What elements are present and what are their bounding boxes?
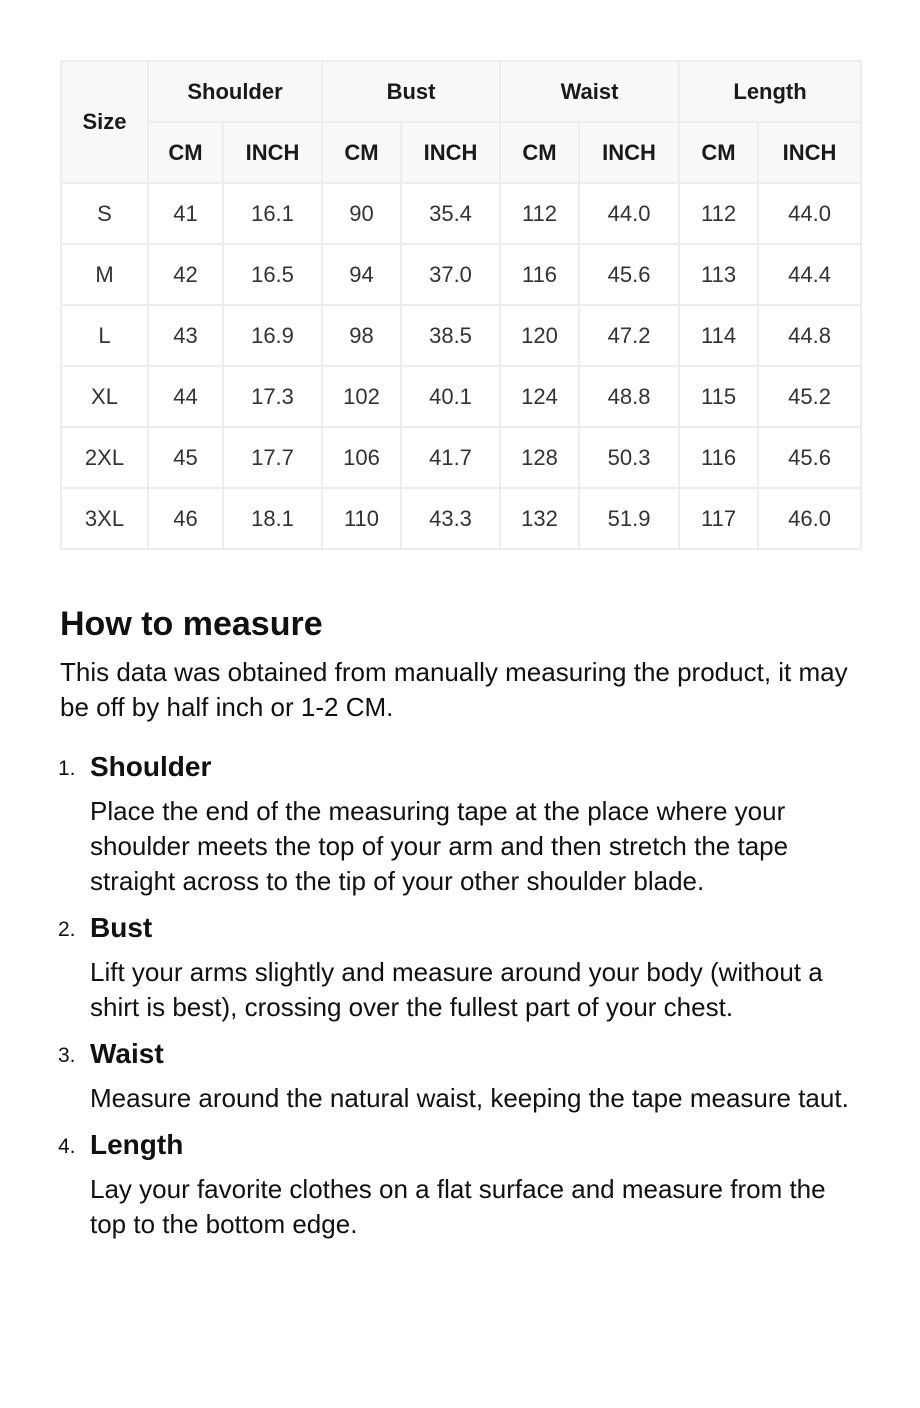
table-cell: 98 xyxy=(322,305,401,366)
table-cell: 90 xyxy=(322,183,401,244)
table-cell: 132 xyxy=(500,488,579,549)
unit-header: CM xyxy=(322,122,401,183)
table-cell: 120 xyxy=(500,305,579,366)
table-row xyxy=(61,488,861,549)
table-cell: 46.0 xyxy=(758,488,861,549)
size-cell: 3XL xyxy=(61,488,148,549)
table-cell: 106 xyxy=(322,427,401,488)
measure-steps-list xyxy=(60,748,860,1252)
unit-header: INCH xyxy=(579,122,679,183)
unit-header: INCH xyxy=(758,122,861,183)
size-cell: M xyxy=(61,244,148,305)
table-row xyxy=(61,183,861,244)
list-item xyxy=(60,909,860,1025)
table-cell: 115 xyxy=(679,366,758,427)
list-item xyxy=(60,748,860,899)
table-cell: 102 xyxy=(322,366,401,427)
size-cell: L xyxy=(61,305,148,366)
table-row xyxy=(61,244,861,305)
step-title: Bust xyxy=(90,912,153,943)
step-number: 3. xyxy=(58,1044,76,1067)
table-cell: 16.1 xyxy=(223,183,322,244)
measure-intro-text: This data was obtained from manually measuring the product, it may be off by half inch or 1-2 CM. xyxy=(60,657,848,722)
table-cell: 42 xyxy=(148,244,223,305)
step-description: Place the end of the measuring tape at the place where your shoulder meets the top of your arm and then stretch the tape straight across to the tip of your other shoulder blade. xyxy=(90,796,789,896)
shoulder-group-header: Shoulder xyxy=(148,61,322,122)
table-cell: 110 xyxy=(322,488,401,549)
table-row xyxy=(61,366,861,427)
size-cell: XL xyxy=(61,366,148,427)
table-cell: 45.6 xyxy=(758,427,861,488)
length-group-header: Length xyxy=(679,61,861,122)
table-cell: 43 xyxy=(148,305,223,366)
unit-header: CM xyxy=(679,122,758,183)
table-cell: 37.0 xyxy=(401,244,500,305)
table-cell: 38.5 xyxy=(401,305,500,366)
step-title: Waist xyxy=(90,1038,164,1069)
table-cell: 47.2 xyxy=(579,305,679,366)
table-cell: 40.1 xyxy=(401,366,500,427)
table-row xyxy=(61,305,861,366)
step-title: Shoulder xyxy=(90,751,212,782)
bust-group-header: Bust xyxy=(322,61,500,122)
table-cell: 45.6 xyxy=(579,244,679,305)
table-cell: 112 xyxy=(500,183,579,244)
table-cell: 17.7 xyxy=(223,427,322,488)
step-title: Length xyxy=(90,1129,184,1160)
table-cell: 113 xyxy=(679,244,758,305)
step-number: 1. xyxy=(58,757,76,780)
unit-header: INCH xyxy=(401,122,500,183)
table-cell: 50.3 xyxy=(579,427,679,488)
table-cell: 116 xyxy=(679,427,758,488)
table-cell: 114 xyxy=(679,305,758,366)
table-cell: 116 xyxy=(500,244,579,305)
table-cell: 18.1 xyxy=(223,488,322,549)
table-cell: 44.0 xyxy=(758,183,861,244)
how-to-measure-title: How to measure xyxy=(60,605,323,643)
step-number: 2. xyxy=(58,918,76,941)
size-cell: S xyxy=(61,183,148,244)
list-item xyxy=(60,1035,860,1116)
table-cell: 41 xyxy=(148,183,223,244)
table-cell: 124 xyxy=(500,366,579,427)
table-cell: 112 xyxy=(679,183,758,244)
unit-header-row xyxy=(61,122,861,183)
waist-group-header: Waist xyxy=(500,61,679,122)
step-description: Lay your favorite clothes on a flat surface and measure from the top to the bottom edge. xyxy=(90,1174,826,1239)
step-number: 4. xyxy=(58,1135,76,1158)
list-item xyxy=(60,1126,860,1242)
table-cell: 44.8 xyxy=(758,305,861,366)
unit-header: INCH xyxy=(223,122,322,183)
table-cell: 128 xyxy=(500,427,579,488)
table-cell: 46 xyxy=(148,488,223,549)
table-cell: 51.9 xyxy=(579,488,679,549)
table-cell: 17.3 xyxy=(223,366,322,427)
table-cell: 44.0 xyxy=(579,183,679,244)
table-cell: 43.3 xyxy=(401,488,500,549)
table-cell: 44.4 xyxy=(758,244,861,305)
table-cell: 16.9 xyxy=(223,305,322,366)
size-table xyxy=(60,60,862,550)
table-cell: 35.4 xyxy=(401,183,500,244)
table-row xyxy=(61,427,861,488)
unit-header: CM xyxy=(500,122,579,183)
table-cell: 94 xyxy=(322,244,401,305)
step-description: Measure around the natural waist, keeping the tape measure taut. xyxy=(90,1083,849,1113)
size-column-header: Size xyxy=(61,61,148,183)
group-header-row xyxy=(61,61,861,122)
unit-header: CM xyxy=(148,122,223,183)
size-cell: 2XL xyxy=(61,427,148,488)
step-description: Lift your arms slightly and measure around your body (without a shirt is best), crossing over the fullest part of your chest. xyxy=(90,957,823,1022)
table-cell: 117 xyxy=(679,488,758,549)
table-cell: 45 xyxy=(148,427,223,488)
table-cell: 48.8 xyxy=(579,366,679,427)
table-cell: 16.5 xyxy=(223,244,322,305)
table-cell: 45.2 xyxy=(758,366,861,427)
table-cell: 44 xyxy=(148,366,223,427)
table-cell: 41.7 xyxy=(401,427,500,488)
